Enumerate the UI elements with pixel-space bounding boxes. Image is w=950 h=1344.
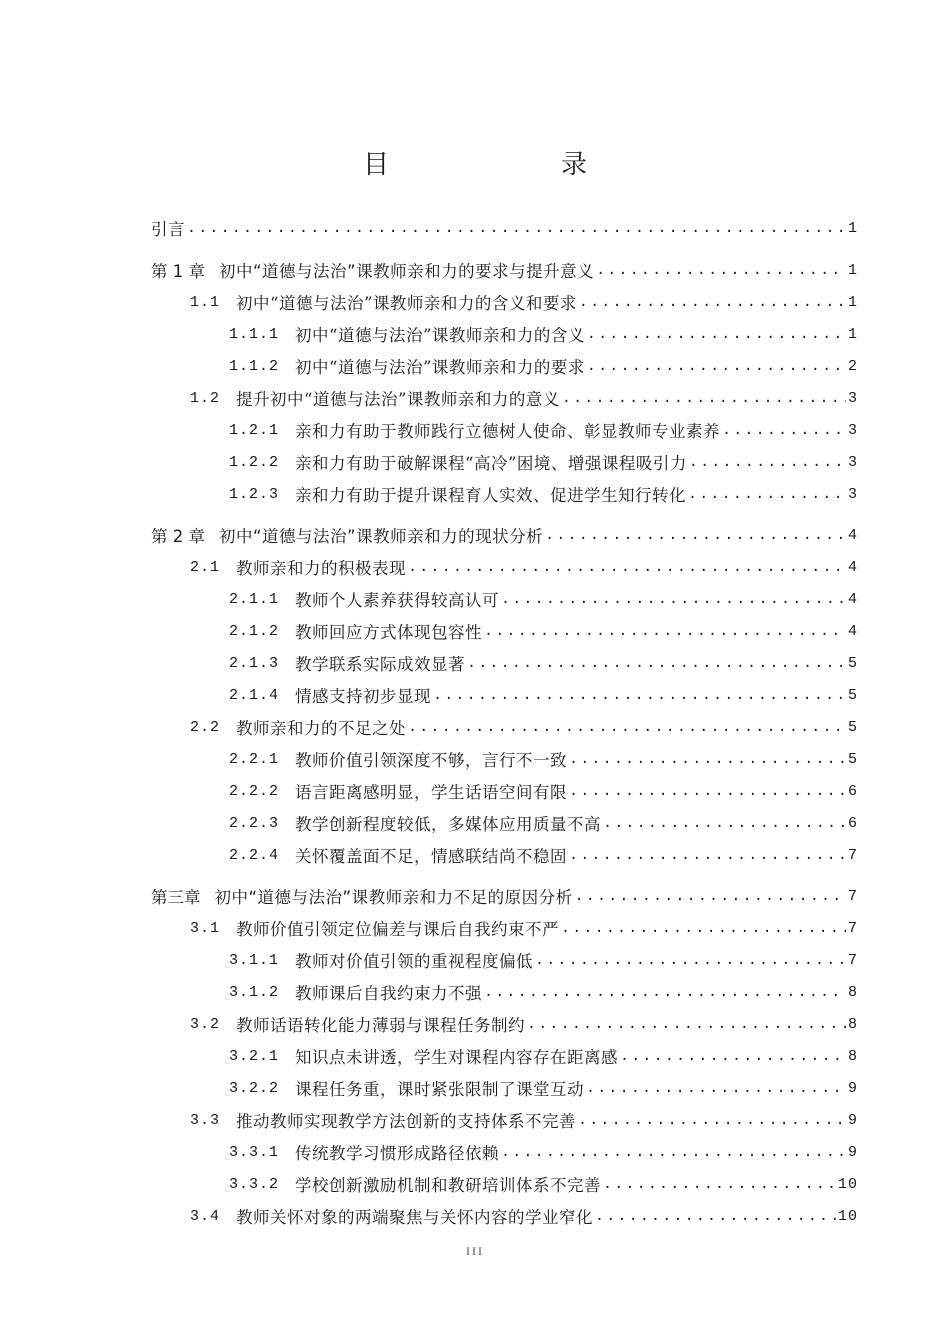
toc-entry-page: 9 (847, 1079, 858, 1097)
toc-entry-leader (620, 1048, 846, 1065)
toc-entry-page: 5 (847, 654, 858, 672)
toc-entry-title: 知识点未讲透，学生对课程内容存在距离感 (295, 1048, 619, 1067)
toc-entry[interactable] (229, 350, 858, 382)
toc-entry-number: 3.3.1 (229, 1143, 280, 1161)
toc-entry-title: 教师回应方式体现包容性 (295, 623, 483, 642)
toc-entry-title: 教师亲和力的不足之处 (236, 719, 407, 738)
page-number: III (466, 1244, 484, 1258)
toc-entry-leader (596, 262, 846, 279)
toc-entry-leader (569, 751, 846, 768)
toc-entry-number: 1.2.1 (229, 421, 280, 439)
toc-entry[interactable] (190, 912, 858, 944)
toc-entry-title: 初中“道德与法治”课教师亲和力的要求与提升意义 (219, 262, 595, 281)
toc-entry[interactable] (229, 944, 858, 976)
toc-entry-title: 教师价值引领深度不够，言行不一致 (295, 751, 568, 770)
toc-entry-page: 7 (847, 919, 858, 937)
toc-entry[interactable] (190, 1008, 858, 1040)
toc-entry-page: 3 (847, 453, 858, 471)
toc-entry[interactable] (229, 1136, 858, 1168)
toc-entry-number: 1.1 (190, 293, 221, 311)
toc-entry-number: 3.1.2 (229, 983, 280, 1001)
toc-entry-leader (187, 220, 846, 237)
toc-entry-number: 2.2 (190, 718, 221, 736)
toc-entry-leader (587, 358, 846, 375)
toc-entry-page: 7 (847, 951, 858, 969)
toc-entry-title: 初中“道德与法治”课教师亲和力的含义和要求 (236, 294, 577, 313)
toc-entry-number: 3.3 (190, 1111, 221, 1129)
toc-entry-leader (569, 783, 846, 800)
toc-entry-title: 关怀覆盖面不足，情感联结尚不稳固 (295, 847, 568, 866)
toc-entry-title: 初中“道德与法治”课教师亲和力不足的原因分析 (214, 888, 573, 907)
toc-entry[interactable] (151, 880, 858, 912)
toc-entry[interactable] (190, 1104, 858, 1136)
toc-entry-page: 9 (847, 1111, 858, 1129)
toc-entry-number: 2.1.1 (229, 590, 280, 608)
toc-entry-leader (595, 1208, 836, 1225)
toc-entry-leader (578, 1112, 846, 1129)
toc-entry-leader (587, 326, 846, 343)
toc-entry-number: 2.2.1 (229, 750, 280, 768)
toc-entry-page: 7 (847, 846, 858, 864)
toc-entry-title: 教师课后自我约束力不强 (295, 984, 483, 1003)
toc-entry[interactable] (229, 446, 858, 478)
toc-entry-number: 2.2.4 (229, 846, 280, 864)
toc-entry[interactable] (151, 254, 858, 286)
toc-entry-number: 1.2.3 (229, 485, 280, 503)
toc-entry-title: 亲和力有助于破解课程“高冷”困境、增强课程吸引力 (295, 454, 687, 473)
toc-entry-leader (569, 847, 846, 864)
toc-entry[interactable] (229, 414, 858, 446)
toc-entry-number: 2.1 (190, 558, 221, 576)
toc-entry[interactable] (190, 286, 858, 318)
toc-entry-number: 1.2 (190, 389, 221, 407)
toc-entry[interactable] (229, 775, 858, 807)
toc-entry[interactable] (190, 382, 858, 414)
toc-entry-page: 3 (847, 389, 858, 407)
toc-entry-number: 3.2.1 (229, 1047, 280, 1065)
toc-entry[interactable] (229, 583, 858, 615)
toc-entry-leader (501, 1144, 846, 1161)
toc-entry-title: 教师价值引领定位偏差与课后自我约束不严 (236, 920, 560, 939)
toc-entry[interactable] (229, 976, 858, 1008)
toc-entry-title: 亲和力有助于教师践行立德树人使命、彰显教师专业素养 (295, 422, 721, 441)
toc-entry-page: 6 (847, 782, 858, 800)
toc-entry-number: 2.2.3 (229, 814, 280, 832)
toc-entry-number: 第 2 章 (151, 527, 205, 546)
toc-entry[interactable] (190, 711, 858, 743)
toc-entry-leader (586, 1080, 846, 1097)
toc-entry-leader (484, 623, 846, 640)
toc-entry-leader (408, 719, 846, 736)
toc-entry[interactable] (151, 519, 858, 551)
toc-entry[interactable] (229, 1072, 858, 1104)
toc-entry[interactable] (229, 807, 858, 839)
toc-entry-number: 3.3.2 (229, 1175, 280, 1193)
toc-entry-number: 2.1.3 (229, 654, 280, 672)
toc-entry-page: 4 (847, 590, 858, 608)
toc-entry-number: 3.1 (190, 919, 221, 937)
toc-entry-leader (467, 655, 846, 672)
toc-entry-page: 7 (847, 887, 858, 905)
toc-entry-number: 3.2 (190, 1015, 221, 1033)
toc-entry-number: 2.1.4 (229, 686, 280, 704)
toc-entry-title: 教学创新程度较低，多媒体应用质量不高 (295, 815, 602, 834)
toc-entry[interactable] (190, 1200, 858, 1232)
toc-entry-page: 5 (847, 686, 858, 704)
toc-entry[interactable] (229, 615, 858, 647)
toc-entry-number: 2.2.2 (229, 782, 280, 800)
toc-entry-page: 8 (847, 983, 858, 1001)
toc-entry-leader (689, 454, 846, 471)
toc-entry-page: 1 (847, 261, 858, 279)
toc-entry-page: 4 (847, 558, 858, 576)
toc-entry-number: 3.4 (190, 1207, 221, 1225)
toc-entry-page: 2 (847, 357, 858, 375)
toc-entry-number: 第三章 (151, 888, 201, 907)
toc-entry-title: 初中“道德与法治”课教师亲和力的现状分析 (219, 527, 544, 546)
toc-entry-title: 提升初中“道德与法治”课教师亲和力的意义 (236, 390, 560, 409)
toc-entry-page: 9 (847, 1143, 858, 1161)
toc-entry-title: 教师对价值引领的重视程度偏低 (295, 952, 534, 971)
toc-entry-leader (562, 390, 846, 407)
toc-entry-title: 学校创新激励机制和教研培训体系不完善 (295, 1176, 602, 1195)
toc-entry-number: 3.1.1 (229, 951, 280, 969)
toc-entry[interactable] (229, 743, 858, 775)
toc-entry-title: 教师亲和力的积极表现 (236, 559, 407, 578)
toc-entry-page: 5 (847, 718, 858, 736)
toc-entry-leader (408, 559, 846, 576)
toc-entry-number: 1.1.2 (229, 357, 280, 375)
toc-entry-leader (527, 1016, 846, 1033)
toc-entry-number: 3.2.2 (229, 1079, 280, 1097)
toc-entry[interactable] (229, 1040, 858, 1072)
toc-entry-title: 初中“道德与法治”课教师亲和力的要求 (295, 358, 585, 377)
toc-entry-page: 4 (847, 526, 858, 544)
toc-entry-title: 情感支持初步显现 (295, 687, 432, 706)
toc-entry-leader (603, 815, 846, 832)
toc-entry-page: 8 (847, 1015, 858, 1033)
toc-entry-leader (579, 294, 846, 311)
toc-entry[interactable] (229, 318, 858, 350)
toc-entry-title: 教师关怀对象的两端聚焦与关怀内容的学业窄化 (236, 1208, 594, 1227)
toc-entry[interactable] (229, 478, 858, 510)
toc-entry-leader (603, 1176, 836, 1193)
toc-entry[interactable] (190, 551, 858, 583)
toc-entry-title: 初中“道德与法治”课教师亲和力的含义 (295, 326, 585, 345)
toc-entry-page: 3 (847, 485, 858, 503)
toc-entry-leader (545, 527, 846, 544)
toc-entry-leader (535, 952, 846, 969)
toc-entry[interactable] (229, 839, 858, 871)
toc-entry-title: 引言 (151, 220, 185, 239)
toc-entry-page: 5 (847, 750, 858, 768)
toc-entry-title: 教师个人素养获得较高认可 (295, 591, 500, 610)
toc-entry-page: 3 (847, 421, 858, 439)
toc-entry-page: 1 (847, 325, 858, 343)
toc-entry-number: 2.1.2 (229, 622, 280, 640)
toc-entry-leader (501, 591, 846, 608)
toc-entry-title: 亲和力有助于提升课程育人实效、促进学生知行转化 (295, 486, 687, 505)
toc-entry-leader (575, 888, 846, 905)
toc-entry-number: 1.2.2 (229, 453, 280, 471)
toc-entry-title: 教学联系实际成效显著 (295, 655, 466, 674)
toc-entry-number: 第 1 章 (151, 262, 205, 281)
toc-entry-page: 6 (847, 814, 858, 832)
toc-entry-leader (722, 422, 846, 439)
toc-entry-title: 语言距离感明显，学生话语空间有限 (295, 783, 568, 802)
toc-entry-page: 1 (847, 219, 858, 237)
toc-entry-title: 课程任务重，课时紧张限制了课堂互动 (295, 1080, 585, 1099)
toc-entry-leader (561, 920, 846, 937)
toc-entry-page: 1 (847, 293, 858, 311)
toc-entry[interactable] (229, 679, 858, 711)
toc-entry-title: 传统教学习惯形成路径依赖 (295, 1144, 500, 1163)
toc-entry-leader (688, 486, 846, 503)
toc-entry[interactable] (151, 212, 858, 244)
toc-entry[interactable] (229, 647, 858, 679)
toc-entry[interactable] (229, 1168, 858, 1200)
toc-entry-title: 推动教师实现教学方法创新的支持体系不完善 (236, 1112, 577, 1131)
page-title: 目 录 (362, 150, 627, 180)
toc-entry-number: 1.1.1 (229, 325, 280, 343)
toc-entry-page: 10 (837, 1207, 858, 1225)
toc-entry-title: 教师话语转化能力薄弱与课程任务制约 (236, 1016, 526, 1035)
toc-entry-leader (484, 984, 846, 1001)
toc-entry-page: 10 (837, 1175, 858, 1193)
toc-entry-page: 4 (847, 622, 858, 640)
toc-entry-page: 8 (847, 1047, 858, 1065)
toc-entry-leader (433, 687, 846, 704)
